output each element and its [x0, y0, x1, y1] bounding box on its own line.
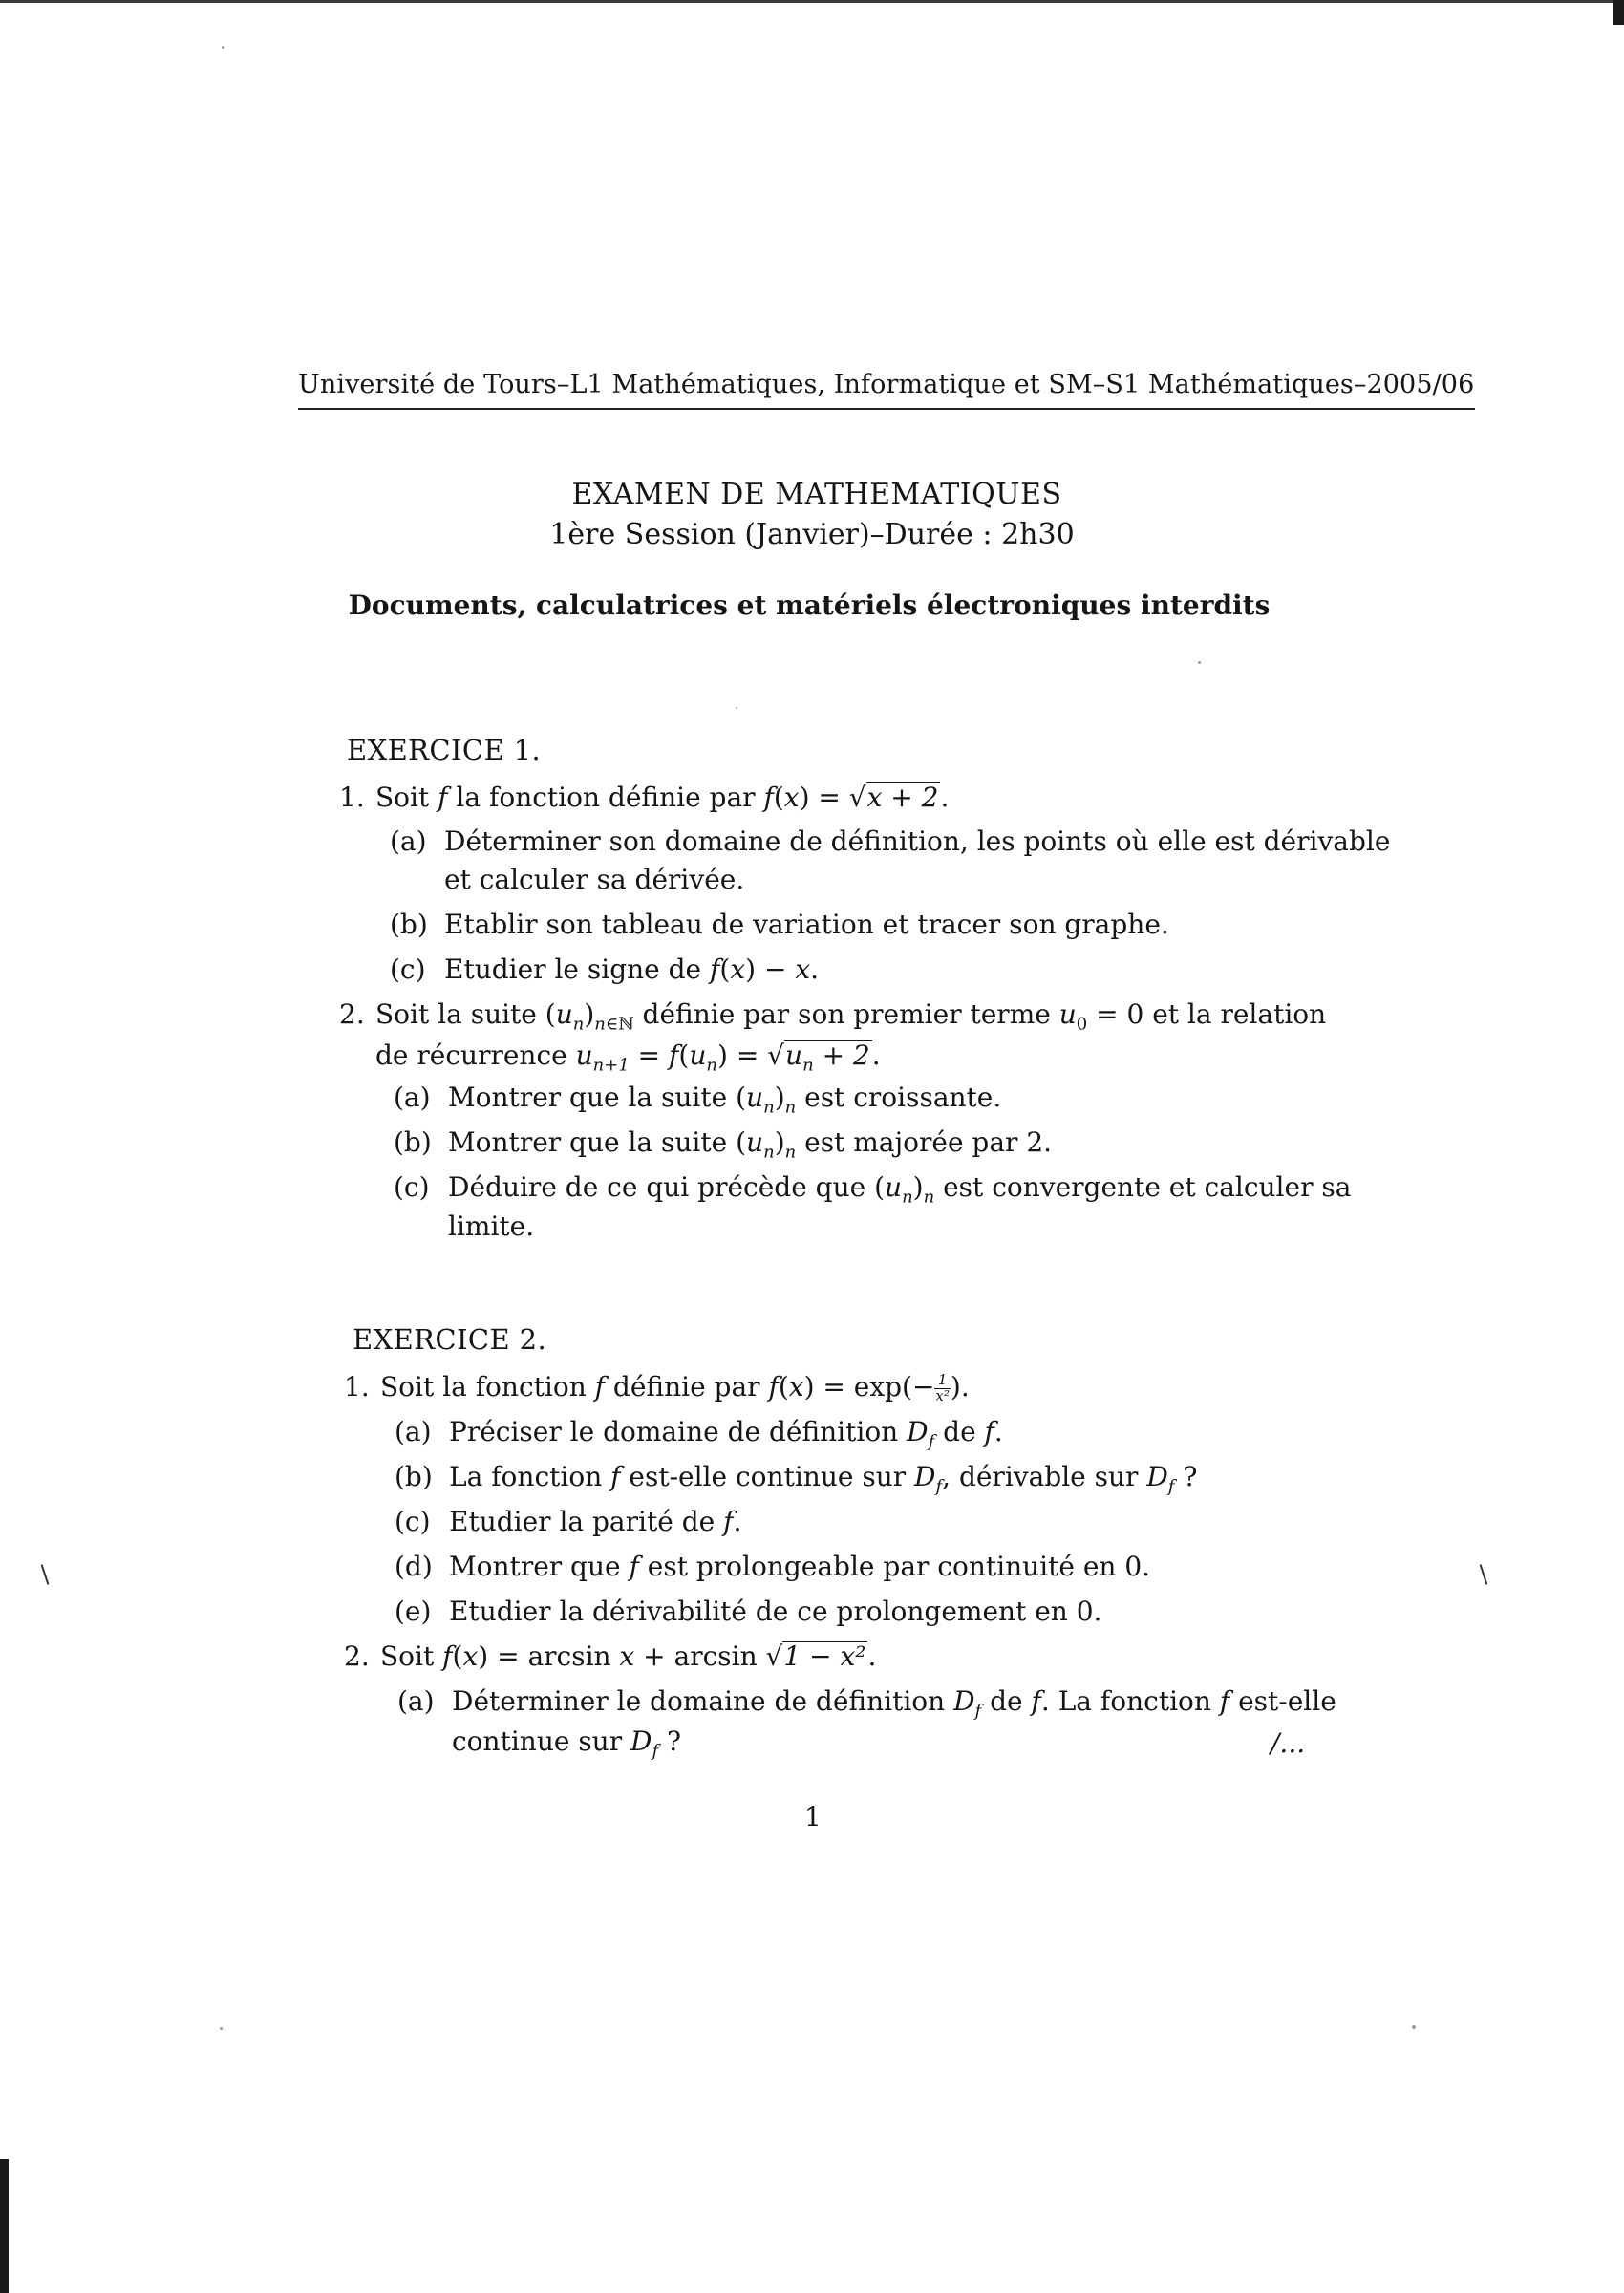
- scan-speck: [1412, 2025, 1416, 2029]
- scan-mark: [1480, 1564, 1488, 1585]
- ex1-q1-c-label: (c): [390, 954, 426, 985]
- scan-speck: [220, 2027, 223, 2030]
- ex1-q1-a: [390, 825, 1390, 857]
- ex1-q1-a-label: (a): [390, 825, 427, 857]
- scan-speck: [222, 46, 224, 49]
- exam-session: 1ère Session (Janvier)–Durée : 2h30: [549, 518, 1075, 551]
- ex2-q1-a: [395, 1416, 1003, 1452]
- ex2-q1-c: [395, 1506, 741, 1537]
- scan-border-corner: [1613, 0, 1624, 25]
- ex2-q1-d-text: Montrer que f est prolongeable par continuité en 0.: [449, 1551, 1151, 1582]
- ex1-q1-b-label: (b): [390, 909, 428, 940]
- ex2-q2-a-label: (a): [397, 1685, 435, 1717]
- ex2-q1-d: [395, 1551, 1150, 1582]
- course-header: Université de Tours–L1 Mathématiques, Informatique et SM–S1 Mathématiques–2005/06: [298, 370, 1475, 399]
- page-number: 1: [804, 1801, 822, 1832]
- ex1-q1-b: [390, 909, 1169, 940]
- exam-title: EXAMEN DE MATHEMATIQUES: [571, 478, 1062, 511]
- scan-speck: [736, 707, 737, 709]
- ex2-q2: [344, 1640, 876, 1672]
- ex2-q2-number: 2.: [344, 1640, 370, 1672]
- ex2-q1-text: Soit la fonction f définie par f(x) = exp(− $\frac{1}{\text{x²}}$ ).: [380, 1371, 970, 1404]
- ex1-q2: [339, 998, 1326, 1035]
- ex1-q2-cont: de récurrence $u_{n+1} = f(u_n) = √u_n + 2$.: [375, 1039, 881, 1076]
- scan-border-left: [0, 2159, 9, 2293]
- ex2-q1-b-text: La fonction f est-elle continue sur $D_f$, dérivable sur $D_f$ ?: [449, 1461, 1198, 1497]
- ex1-q1-a-cont: et calculer sa dérivée.: [444, 864, 745, 895]
- ex2-q1-c-label: (c): [395, 1506, 431, 1537]
- ex2-q2-text: Soit f(x) = arcsin x + arcsin √1 − x².: [380, 1640, 877, 1672]
- ex2-q1-number: 1.: [344, 1371, 370, 1403]
- ex1-q2-c-cont: limite.: [448, 1211, 535, 1242]
- ex1-q2-c: [394, 1171, 1351, 1208]
- ex2-q1-a-text: Préciser le domaine de définition $D_f$ de f.: [449, 1416, 1003, 1452]
- ex2-q1-b: [395, 1461, 1197, 1497]
- ex1-q2-number: 2.: [339, 998, 365, 1030]
- ex2-q1-e-text: Etudier la dérivabilité de ce prolongement en 0.: [449, 1596, 1102, 1627]
- ex2-q2-a-text: Déterminer le domaine de définition $D_f$ de f. La fonction f est-elle: [452, 1685, 1336, 1722]
- ex1-q2-a-text: Montrer que la suite $(u_n)_n$ est croissante.: [448, 1082, 1002, 1118]
- continuation-mark: /...: [1271, 1727, 1306, 1759]
- ex1-q2-b: [394, 1126, 1052, 1163]
- ex1-q2-b-label: (b): [394, 1126, 432, 1158]
- exam-notice: Documents, calculatrices et matériels électroniques interdits: [348, 589, 1271, 621]
- ex2-q1-e-label: (e): [395, 1596, 432, 1627]
- ex1-q1-c-text: Etudier le signe de f(x) − x.: [444, 954, 820, 985]
- exercise-1-title: EXERCICE 1.: [347, 734, 542, 766]
- ex2-q2-a: [397, 1685, 1336, 1722]
- exercise-2-title: EXERCICE 2.: [353, 1323, 547, 1356]
- ex1-q1-text: Soit f la fonction définie par f(x) = √x + 2.: [375, 782, 950, 813]
- ex2-q1-c-text: Etudier la parité de f.: [449, 1506, 742, 1537]
- scan-mark: [41, 1564, 50, 1585]
- ex1-q2-text: Soit la suite $(u_n)_{n\in ℕ}$ définie par son premier terme $u_0 = 0$ et la relation: [375, 998, 1327, 1035]
- header-divider: [298, 408, 1475, 410]
- scan-border-top: [0, 0, 1624, 3]
- ex1-q1-number: 1.: [339, 782, 365, 813]
- ex1-q2-c-text: Déduire de ce qui précède que $(u_n)_n$ est convergente et calculer sa: [448, 1171, 1352, 1208]
- ex1-q2-c-label: (c): [394, 1171, 430, 1203]
- ex1-q2-a-label: (a): [394, 1082, 431, 1113]
- ex1-q2-a: [394, 1082, 1001, 1118]
- ex2-q1-d-label: (d): [395, 1551, 433, 1582]
- ex2-q1-e: [395, 1596, 1101, 1627]
- ex2-q2-a-cont: continue sur $D_f$ ?: [452, 1725, 682, 1762]
- ex2-q1-b-label: (b): [395, 1461, 433, 1492]
- ex1-q1-c: [390, 954, 819, 985]
- ex1-q1-a-text: Déterminer son domaine de définition, les points où elle est dérivable: [444, 825, 1391, 857]
- ex1-q1-b-text: Etablir son tableau de variation et tracer son graphe.: [444, 909, 1169, 940]
- scan-speck: [1198, 661, 1201, 664]
- ex1-q1: [339, 782, 949, 813]
- ex1-q2-b-text: Montrer que la suite $(u_n)_n$ est majorée par 2.: [448, 1126, 1053, 1163]
- ex2-q1: [344, 1371, 970, 1404]
- ex2-q1-a-label: (a): [395, 1416, 432, 1447]
